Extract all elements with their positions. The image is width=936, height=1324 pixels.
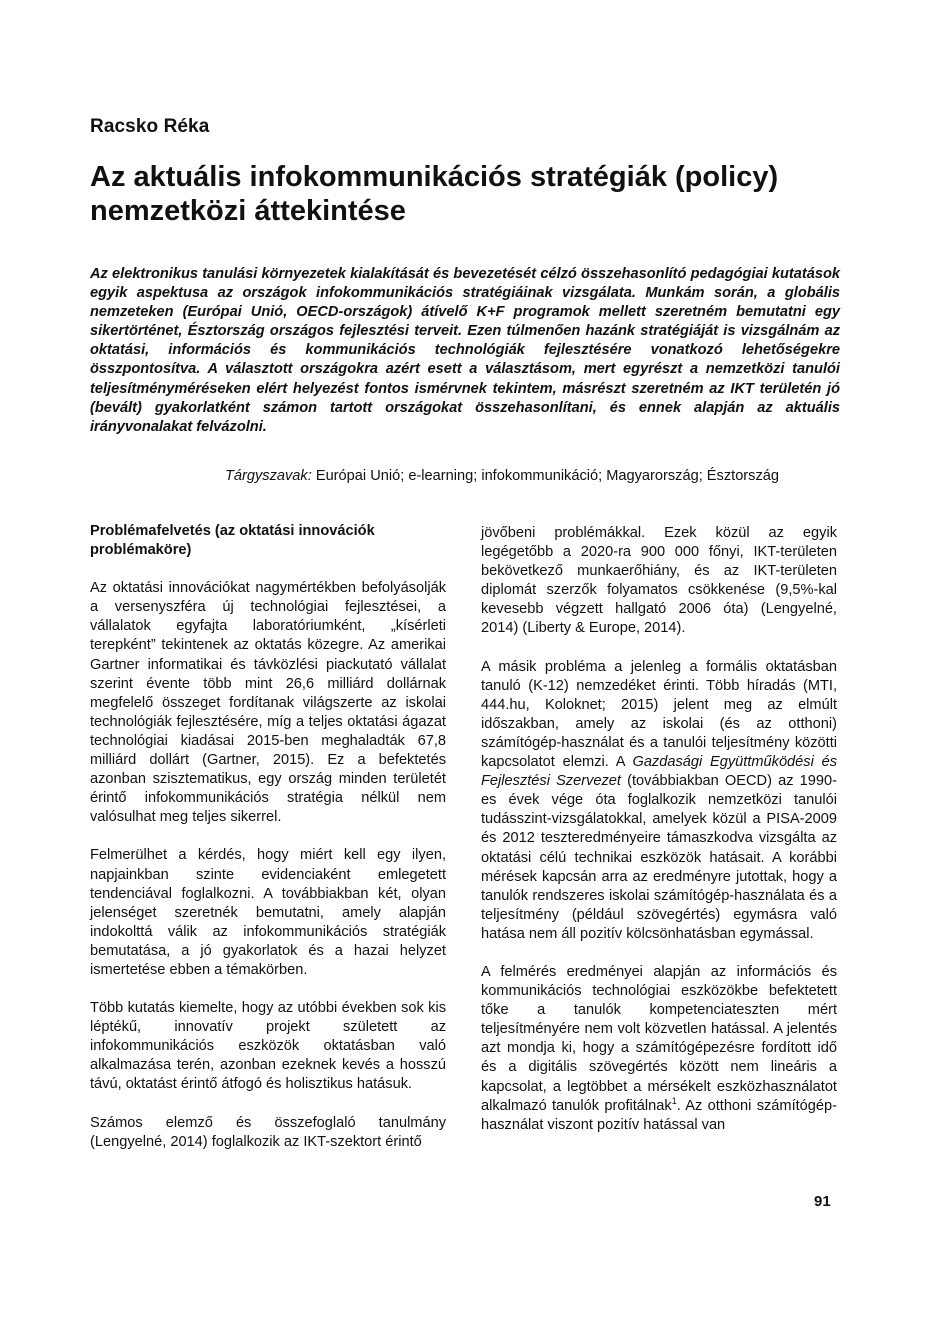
paragraph-text: A felmérés eredményei alapján az információs és kommunikációs technológiai eszközökbe befektetett tőke a tanulók kompetenciateszten mért teljesítményére nem volt közvetlen hatással. A jelentés azt mondja ki, hogy a számítógépezésre fordított idő és a digitális szövegértés között nem lineáris a kapcsolat, a legtöbbet a mérsékelt eszközhasználatot alkalmazó tanulók profitálnak	[481, 963, 837, 1114]
paragraph: jövőbeni problémákkal. Ezek közül az egyik legégetőbb a 2020-ra 900 000 főnyi, IKT-területen bekövetkező munkaerőhiány, és az IKT-területen diplomát szerzők folyamatos csökkenése (9,5%-kal kevesebb végzett hallgató 2006 óta) (Lengyelné, 2014) (Liberty & Europe, 2014).	[481, 525, 837, 637]
paragraph	[481, 963, 837, 1135]
section-heading: Problémafelvetés (az oktatási innovációk problémaköre)	[90, 523, 375, 559]
right-column	[481, 524, 837, 1154]
paragraph: Felmerülhet a kérdés, hogy miért kell egy ilyen, napjainkban szinte evidenciaként emlegetett tendenciával foglalkozni. A továbbiakban két, olyan jelenséget szeretnék bemutatni, amely alapján indokolttá válik az infokommunikációs stratégiák bemutatása, a jó gyakorlatok és a hazai helyzet ismertetése ebben a témakörben.	[90, 847, 446, 978]
keywords	[225, 467, 845, 486]
paragraph-text: (továbbiakban OECD) az 1990-es évek vége óta foglalkozik nemzetközi tanulói tudásszint-vizsgálatokkal, amelyek közül a PISA-2009 és 2012 teszteredményeire támaszkodva vizsgálta az oktatási célú technikai eszközök hatásait. A korábbi mérések kapcsán arra az eredményre jutottak, hogy a tanulók rendszeres iskolai számítógép-használata és a teljesítmény (például szövegértés) egymásra való hatása nem áll pozitív kölcsönhatásban egymással.	[481, 773, 837, 942]
paragraph: Az oktatási innovációkat nagymértékben befolyásolják a versenyszféra új technológiai fejlesztései, a vállalatok egyfajta laboratóriumként, „kísérleti terepként” tekintenek az oktatás közegre. Az amerikai Gartner informatikai és távközlési piackutató vállalat szerint évente több mint 26,6 milliárd dollárnak megfelelő összeget fordítanak világszerte az iskolai technológiák fejlesztésére, míg a teljes oktatási ágazat technológiai kiadásai 2015-ben meghaladták 67,8 milliárd dollárt (Gartner, 2015). Ez a befektetés azonban szisztematikus, egy ország minden területét érintő infokommunikációs stratégia nélkül nem valósulhat meg teljes sikerrel.	[90, 580, 446, 826]
paragraph	[481, 658, 837, 944]
paragraph-text: . Az otthoni számítógép-használat viszont pozitív hatással van	[481, 1097, 838, 1133]
author-name: Racsko Réka	[90, 116, 210, 137]
article-title: Az aktuális infokommunikációs stratégiák (policy) nemzetközi áttekintése	[90, 161, 779, 227]
paragraph: Számos elemző és összefoglaló tanulmány (Lengyelné, 2014) foglalkozik az IKT-szektort érintő	[90, 1114, 446, 1150]
organization-name: Gazdasági Együttműködési és Fejlesztési Szervezet	[481, 754, 838, 790]
paragraph: Több kutatás kiemelte, hogy az utóbbi években sok kis léptékű, innovatív projekt született az infokommunikációs eszközök oktatásban való alkalmazása terén, azonban ezeknek kevés a hosszú távú, oktatást érintő átfogó és holisztikus hatásuk.	[90, 1000, 446, 1093]
keywords-label: Tárgyszavak:	[225, 468, 312, 484]
page-number: 91	[814, 1193, 831, 1210]
keywords-text: Európai Unió; e-learning; infokommunikáció; Magyarország; Észtország	[311, 468, 779, 484]
left-column	[90, 522, 446, 1171]
paragraph-text: A másik probléma a jelenleg a formális oktatásban tanuló (K-12) nemzedéket érinti. Több híradás (MTI, 444.hu, Koloknet; 2015) jelent meg az elmúlt időszakban, amely az iskolai (és az otthoni) számítógép-használat és a tanulói teljesítmény közötti kapcsolatot elemzi. A	[481, 658, 837, 771]
footnote-reference[interactable]: 1	[671, 1095, 677, 1106]
abstract: Az elektronikus tanulási környezetek kialakítását és bevezetését célzó összehasonlító pedagógiai kutatások egyik aspektusa az országok infokommunikációs stratégiáinak vizsgálata. Munkám során, a globális nemzeteken (Európai Unió, OECD-országok) átívelő K+F programok mellett szeretném bemutatni egy sikertörténet, Észtország országos fejlesztési terveit. Ezen túlmenően hazánk stratégiáját is vizsgálnám az oktatási, információs és kommunikációs technológiák fejlesztésére vonatkozó lehetőségekre összpontosítva. A választott országokra azért esett a választásom, mert egyrészt a nemzetközi tanulói teljesítményméréseken elért helyezést fontos ismérvnek tekintem, másrészt szeretném az IKT területén jó (bevált) gyakorlatként számon tartott országokat összehasonlítani, és ennek alapján az aktuális irányvonalakat felvázolni.	[90, 266, 840, 435]
